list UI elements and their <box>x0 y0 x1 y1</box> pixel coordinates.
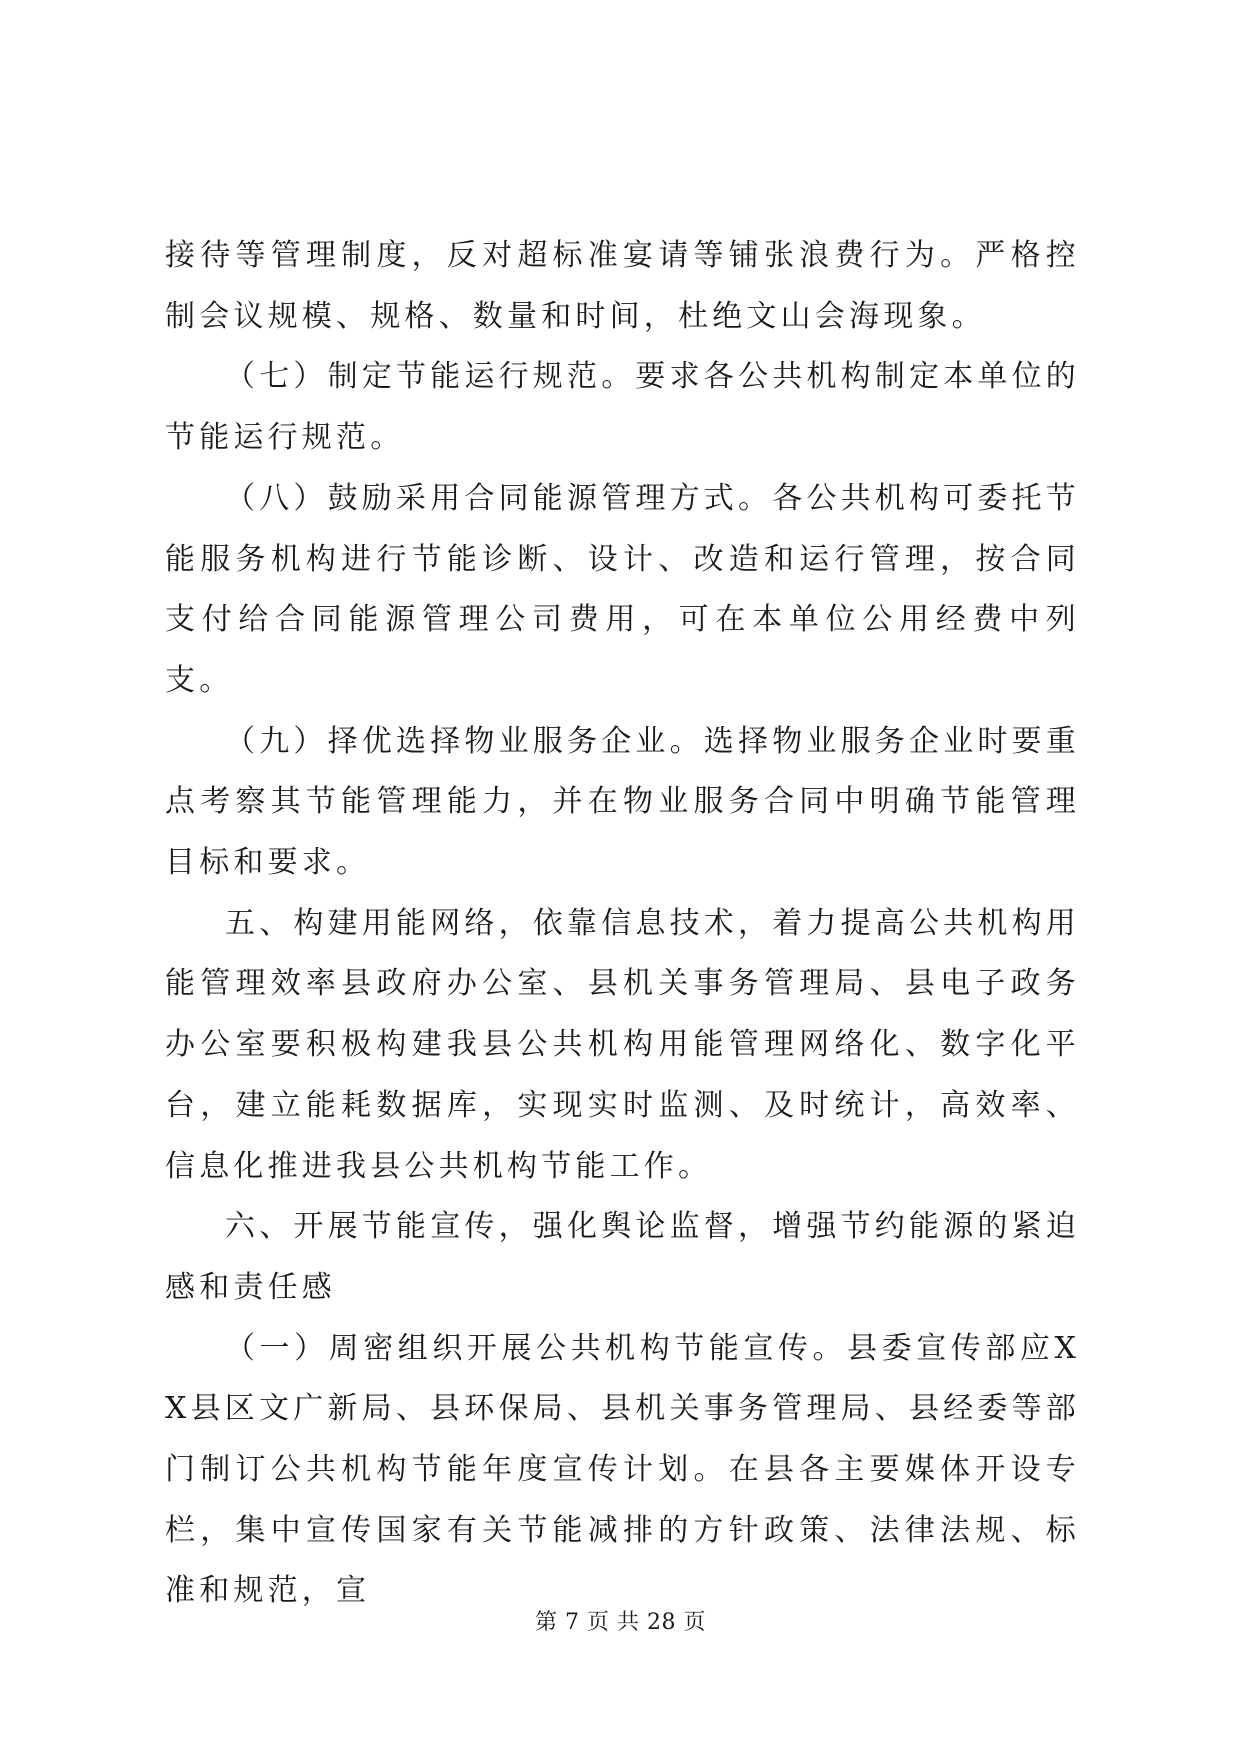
paragraph-item-1: （一）周密组织开展公共机构节能宣传。县委宣传部应XX县区文广新局、县环保局、县机关事务管理局、县经委等部门制订公共机构节能年度宣传计划。在县各主要媒体开设专栏，集中宣传国家有关节能减排的方针政策、法律法规、标准和规范，宣 <box>165 1330 1080 1609</box>
paragraph-item-9: （九）择优选择物业服务企业。选择物业服务企业时要重点考察其节能管理能力，并在物业服务合同中明确节能管理目标和要求。 <box>165 723 1080 881</box>
section-heading-6: 六、开展节能宣传，强化舆论监督，增强节约能源的紧迫感和责任感 <box>165 1209 1080 1305</box>
paragraph-continuation: 接待等管理制度，反对超标准宴请等铺张浪费行为。严格控制会议规模、规格、数量和时间，杜绝文山会海现象。 <box>165 238 1080 334</box>
paragraph-item-7: （七）制定节能运行规范。要求各公共机构制定本单位的节能运行规范。 <box>165 359 1080 456</box>
page-number-footer: 第 7 页 共 28 页 <box>535 1610 706 1635</box>
section-heading-5: 五、构建用能网络，依靠信息技术，着力提高公共机构用能管理效率县政府办公室、县机关事务管理局、县电子政务办公室要积极构建我县公共机构用能管理网络化、数字化平台，建立能耗数据库，实现实时监测、及时统计，高效率、信息化推进我县公共机构节能工作。 <box>165 905 1080 1184</box>
document-body <box>165 226 1080 1622</box>
paragraph-item-8: （八）鼓励采用合同能源管理方式。各公共机构可委托节能服务机构进行节能诊断、设计、改造和运行管理，按合同支付给合同能源管理公司费用，可在本单位公用经费中列支。 <box>165 480 1080 698</box>
